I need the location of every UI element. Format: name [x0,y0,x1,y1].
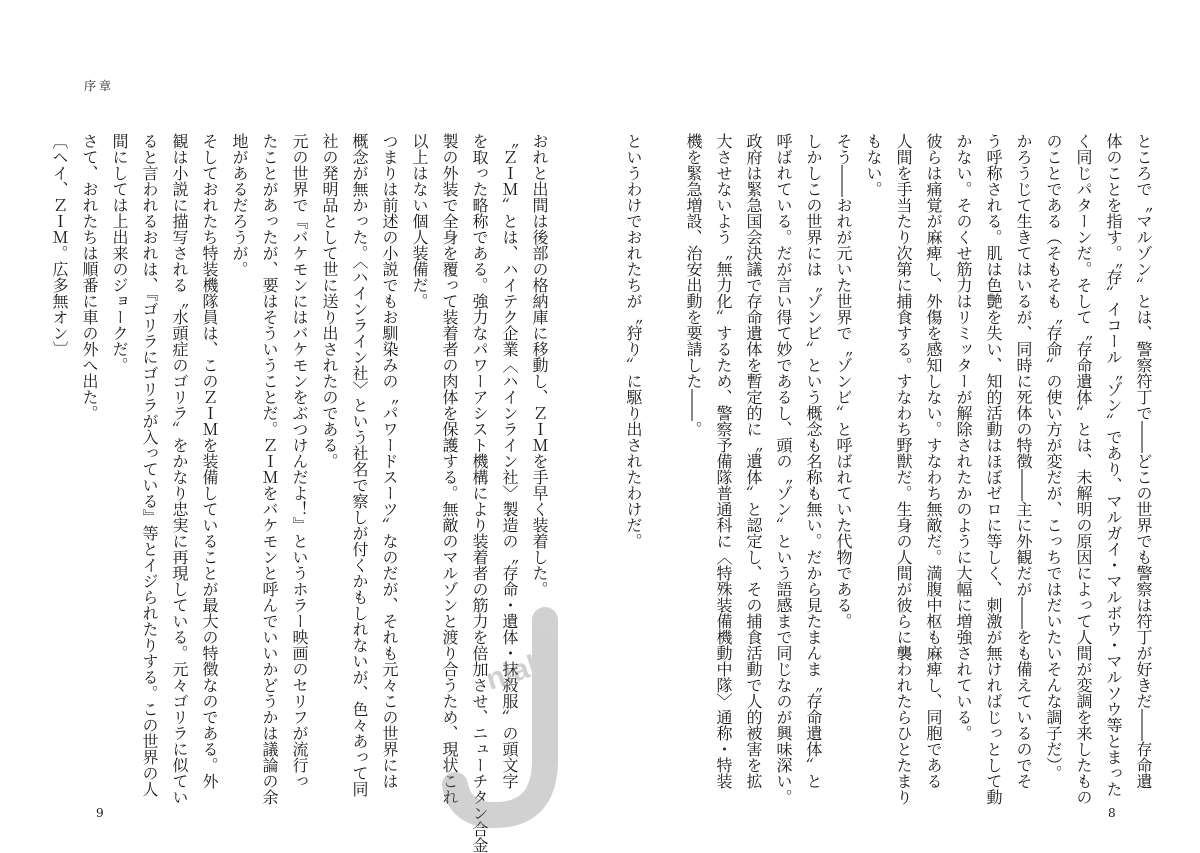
right-line: しかしこの世界には〝ゾンビ〟という概念も名称も無い。だから見たまんま〝存命遺体〟と [804,133,823,789]
left-line: を取った略称である。強力なパワーアシスト機構により装着者の筋力を倍加させ、ニューチタン合金 [470,133,489,853]
left-line: そしておれたち特装機隊員は、このＺＩＭを装備していることが最大の特徴なのである。外 [200,133,219,789]
right-page [600,0,1200,852]
left-line: 社の発明品として世に送り出されたのである。 [320,133,339,469]
left-line: おれと出間は後部の格納庫に移動し、ＺＩＭを手早く装着した。 [530,133,549,597]
left-line: ると言われるおれは、『ゴリラにゴリラが入っている』等とイジられたりする。この世界の人 [140,133,159,797]
right-line: 彼らは痛覚が麻痺し、外傷を感知しない。すなわち無敵だ。満腹中枢も麻痺し、同胞である [924,133,943,789]
left-line: 元の世界で『バケモンにはバケモンをぶつけんだよ！』というホラー映画のセリフが流行っ [290,133,309,789]
left-line: さて、おれたちは順番に車の外へ出た。 [80,133,99,421]
left-line: つまりは前述の小説でもお馴染みの〝パワードスーツ〟なのだが、それも元々この世界には [380,133,399,789]
left-line: 観は小説に描写される〝水頭症のゴリラ〟をかなり忠実に再現している。元々ゴリラに似てい [170,133,189,805]
left-line: 〝ＺＩＭ〟とは、ハイテク企業〈ハインライン社〉製造の〝存命・遺体・抹殺服〟の頭文字 [500,133,519,789]
right-line: というわけでおれたちが〝狩り〟に駆り出されたわけだ。 [624,133,643,549]
left-line: 製の外装で全身を覆って装着者の肉体を保護する。無敵のマルゾンと渡り合うため、現状これ [440,133,459,805]
right-line: 大させないよう〝無力化〟するため、警察予備隊普通科に〈特殊装備機動中隊〉通称・特装 [714,133,733,789]
left-line: 概念が無かった。〈ハインライン社〉という社名で察しが付くかもしれないが、色々あって同 [350,133,369,797]
page-number-right: 8 [1108,806,1116,820]
right-line: 体のことを指す。〝存〟イコール〝ゾン〟であり、マルガイ・マルボウ・マルソウ等とまった [1104,133,1123,797]
right-line [648,133,678,833]
right-line: ところで〝マルゾン〟とは、警察符丁で――どこの世界でも警察は符丁が好きだ――存命遺 [1134,133,1153,789]
jnlab-logo-icon [450,610,600,830]
left-line: 地があるだろうが。 [230,133,249,277]
right-line: く同じパターンだ。そして〝存命遺体〟とは、未解明の原因によって人間が変調を来したもの [1074,133,1093,805]
right-line: 政府は緊急国会決議で存命遺体を暫定的に〝遺体〟と認定し、その捕食活動で人的被害を拡 [744,133,763,789]
right-line: 機を緊急増設、治安出動を要請した――。 [684,133,703,437]
right-line: そう――おれが元いた世界で〝ゾンビ〟と呼ばれていた代物である。 [834,133,853,629]
page-number-left: 9 [96,806,104,820]
left-line: たことがあったが、要はそういうことだ。ＺＩＭをバケモンと呼んでいいかどうかは議論の余 [260,133,279,805]
right-line: 呼ばれている。だが言い得て妙であるし、頭の〝ゾン〟という語感まで同じなのが興味深い。 [774,133,793,805]
right-line: 人間を手当たり次第に捕食する。すなわち野獣だ。生身の人間が彼らに襲われたらひとたまり [894,133,913,805]
left-line: 間にしては上出来のジョークだ。 [110,133,129,373]
left-line: 〔ヘイ、ＺＩＭ。広多無オン〕 [50,133,69,357]
right-line: かろうじて生きてはいるが、同時に死体の特徴――主に外観だが――をも備えているのでそ [1014,133,1033,789]
right-line: もない。 [864,133,883,197]
chapter-label: 序章 [84,79,115,93]
right-line: かない。そのくせ筋力はリミッターが解除されたかのように大幅に増強されている。 [954,133,973,741]
right-line: う呼称される。肌は色艶を失い、知的活動はほぼゼロに等しく、刺激が無ければじっとして動 [984,133,1003,805]
svg-text:nlab: nlab [481,646,551,697]
right-line: のことである（そもそも〝存命〟の使い方が変だが、こっちではだいたいそんな調子だ）。 [1044,133,1063,781]
left-line: 以上はない個人装備だ。 [410,133,429,309]
right-body-text [618,133,1158,833]
